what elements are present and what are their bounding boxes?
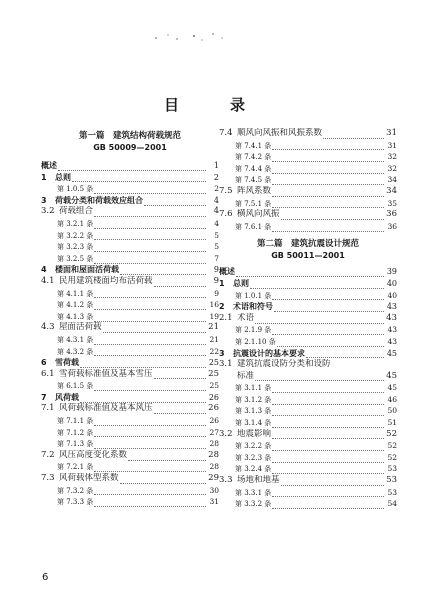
toc-entry-page: 5 — [214, 242, 219, 252]
toc-entry-page: 39 — [386, 267, 397, 277]
toc-column-right — [219, 128, 397, 510]
toc-entry-title: 屋面活荷载 — [59, 322, 102, 333]
toc-entry-page: 9 — [213, 265, 219, 275]
toc-entry — [41, 334, 219, 346]
toc-entry-page: 5 — [214, 230, 219, 240]
toc-entry — [41, 230, 219, 242]
dot-leader — [94, 244, 206, 252]
toc-entry-page: 32 — [387, 163, 397, 173]
toc-entry-title: 总则 — [233, 278, 249, 288]
toc-entry-title: 顺风向风振和风振系数 — [237, 128, 323, 138]
toc-entry — [41, 288, 219, 300]
dot-leader — [306, 350, 384, 358]
dot-leader — [80, 360, 206, 368]
toc-entry-title: 第 4.1.2 条 — [57, 301, 94, 310]
toc-entry-title: 第 7.3.3 条 — [57, 498, 94, 507]
dot-leader — [94, 464, 206, 472]
dot-leader — [94, 209, 206, 217]
dot-leader — [154, 406, 206, 414]
dot-leader — [94, 337, 206, 345]
toc-entry-number: 2.1 — [219, 312, 233, 323]
dot-leader — [94, 383, 206, 391]
toc-entry — [41, 195, 219, 207]
part-code: GB 50009—2001 — [93, 143, 167, 152]
dot-leader — [272, 466, 384, 474]
toc-entry-title: 第 7.4.1 条 — [235, 141, 272, 150]
toc-entry — [41, 380, 219, 392]
dot-leader — [94, 441, 206, 449]
toc-entry-page: 50 — [387, 406, 397, 416]
toc-entry-page: 45 — [386, 348, 397, 358]
toc-entry — [219, 371, 397, 383]
dot-leader — [120, 476, 206, 484]
toc-entry — [41, 427, 219, 439]
toc-entry — [219, 463, 397, 475]
dot-leader — [154, 279, 206, 287]
toc-entry-title: 场地和地基 — [237, 475, 280, 486]
toc-entry-title: 第 7.6.1 条 — [235, 222, 272, 231]
dot-leader — [236, 269, 384, 277]
toc-entry — [41, 496, 219, 508]
toc-entry-title: 第 3.2.4 条 — [235, 465, 272, 474]
toc-entry-page: 30 — [209, 485, 219, 495]
dot-leader — [277, 339, 384, 347]
toc-entry — [219, 313, 397, 325]
toc-entry-title: 第 3.3.2 条 — [235, 500, 272, 509]
toc-entry — [41, 438, 219, 450]
toc-entry-title: 第 3.2.5 条 — [57, 254, 94, 263]
toc-entry — [41, 276, 219, 288]
dot-leader — [94, 499, 206, 507]
toc-entry-title: 民用建筑楼面均布活荷载 — [59, 275, 153, 286]
toc-entry-title: 楼面和屋面活荷载 — [55, 265, 119, 275]
toc-entry — [41, 346, 219, 358]
toc-entry — [41, 311, 219, 323]
toc-entry-page: 40 — [386, 278, 397, 288]
toc-entry-title: 第 3.1.1 条 — [235, 384, 272, 393]
toc-entry — [41, 172, 219, 184]
toc-entry-title: 第 7.1.3 条 — [57, 440, 94, 449]
dot-leader — [94, 290, 206, 298]
dot-leader — [94, 186, 206, 194]
toc-entry — [41, 461, 219, 473]
toc-entry — [41, 357, 219, 369]
toc-entry-page: 21 — [208, 322, 219, 333]
dot-leader — [250, 281, 384, 289]
toc-entry-title: 第 1.0.1 条 — [235, 291, 272, 300]
toc-entry — [219, 198, 397, 210]
toc-entry-page: 32 — [387, 152, 397, 162]
toc-entry-page: 27 — [209, 427, 219, 437]
toc-entry-title: 雪荷载标准值及基本雪压 — [59, 368, 153, 379]
toc-entry — [219, 405, 397, 417]
toc-entry — [41, 485, 219, 497]
toc-entry — [219, 128, 397, 140]
toc-entry — [219, 336, 397, 348]
toc-entry-number: 4.1 — [41, 275, 55, 286]
toc-entry — [219, 382, 397, 394]
dot-leader — [255, 316, 384, 324]
toc-entry-title: 抗震设计的基本要求 — [233, 348, 305, 358]
dot-leader — [255, 373, 384, 381]
toc-entry-title: 术语 — [237, 312, 255, 323]
toc-entry-number: 4 — [41, 265, 47, 275]
toc-entry-page: 35 — [387, 198, 397, 208]
toc-entry-page: 43 — [386, 312, 397, 323]
dot-leader — [103, 325, 206, 333]
toc-entry-number: 2 — [219, 302, 225, 312]
toc-entry-page: 28 — [208, 449, 219, 460]
dot-leader — [272, 292, 384, 300]
dot-leader — [94, 302, 206, 310]
toc-entry-title: 风荷载 — [55, 392, 79, 402]
toc-entry-page: 52 — [387, 452, 397, 462]
toc-entry-page: 46 — [387, 394, 397, 404]
toc-entry-title: 荷载分类和荷载效应组合 — [55, 195, 143, 205]
toc-entry — [41, 253, 219, 265]
dot-leader — [94, 418, 206, 426]
toc-entry — [41, 299, 219, 311]
toc-entry — [41, 241, 219, 253]
toc-entry-title: 第 3.2.1 条 — [57, 219, 94, 228]
dot-leader — [94, 487, 206, 495]
toc-column-left — [41, 130, 219, 508]
toc-entry-title: 第 3.2.2 条 — [235, 442, 272, 451]
toc-entry — [219, 209, 397, 221]
toc-entries — [41, 160, 219, 508]
toc-entry — [41, 415, 219, 427]
toc-entry-title: 第 2.1.10 条 — [235, 337, 276, 346]
toc-entry-number: 3.2 — [41, 206, 55, 217]
dot-leader — [144, 198, 206, 206]
toc-entry-title: 第 7.1.2 条 — [57, 428, 94, 437]
dot-leader — [272, 397, 384, 405]
toc-entry-number: 7.1 — [41, 403, 55, 414]
toc-entry-page: 7 — [214, 253, 219, 263]
toc-entry-title: 第 4.1.3 条 — [57, 312, 94, 321]
toc-entry-page: 9 — [214, 288, 219, 298]
toc-entries — [219, 266, 397, 509]
toc-entry — [219, 394, 397, 406]
toc-entry-title: 荷载组合 — [59, 206, 94, 217]
toc-entry-page: 54 — [387, 499, 397, 509]
toc-entry-title: 雪荷载 — [55, 358, 79, 368]
toc-entry — [219, 359, 397, 371]
dot-leader — [272, 501, 384, 509]
toc-entry-title: 风荷载标准值及基本风压 — [59, 403, 153, 414]
toc-entry-page: 21 — [209, 334, 219, 344]
toc-entry — [219, 186, 397, 198]
toc-entry — [219, 498, 397, 510]
toc-entry-page: 53 — [387, 464, 397, 474]
toc-entry-title: 第 3.3.1 条 — [235, 488, 272, 497]
toc-entry-page: 2 — [213, 172, 219, 182]
toc-entry-page: 16 — [209, 300, 219, 310]
toc-entry — [41, 183, 219, 195]
dot-leader — [272, 385, 384, 393]
toc-entry-page: 52 — [387, 441, 397, 451]
toc-entry-page: 31 — [387, 140, 397, 150]
toc-entry — [41, 369, 219, 381]
dot-leader — [272, 431, 384, 439]
toc-entry-title: 风压高度变化系数 — [59, 449, 128, 460]
toc-entry-title: 第 7.4.2 条 — [235, 153, 272, 162]
toc-entry — [219, 475, 397, 487]
dot-leader — [272, 200, 384, 208]
toc-entry — [41, 206, 219, 218]
toc-entry-page: 26 — [208, 392, 219, 402]
toc-entry-title: 风荷载体型系数 — [59, 473, 119, 484]
toc-entry-number: 3.3 — [219, 475, 233, 486]
dot-leader — [323, 131, 384, 139]
scan-specks — [150, 30, 230, 44]
toc-entry-page: 36 — [387, 221, 397, 231]
toc-entry-page: 29 — [208, 473, 219, 484]
dot-leader — [94, 256, 206, 264]
toc-entry-title: 第 3.1.3 条 — [235, 407, 272, 416]
dot-leader — [272, 154, 384, 162]
toc-entry-number: 1 — [41, 172, 47, 182]
toc-entry — [41, 322, 219, 334]
toc-entry-number: 7.6 — [219, 209, 233, 220]
toc-entry-page: 25 — [208, 358, 219, 368]
toc-entry-number: 7.3 — [41, 473, 55, 484]
toc-entry-page: 22 — [209, 346, 219, 356]
toc-entry-page: 34 — [387, 175, 397, 185]
toc-entry-title: 第 3.2.3 条 — [235, 453, 272, 462]
part-code: GB 50011—2001 — [271, 251, 345, 261]
dot-leader — [94, 314, 206, 322]
toc-entry-page: 40 — [387, 290, 397, 300]
toc-entry-number: 4.3 — [41, 322, 55, 333]
toc-entry-page: 53 — [386, 475, 397, 486]
toc-entry-title: 第 7.4.5 条 — [235, 176, 272, 185]
toc-entry-title: 第 7.4.4 条 — [235, 164, 272, 173]
toc-entry — [219, 266, 397, 278]
toc-entry-page: 26 — [209, 416, 219, 426]
toc-entry-number: 6 — [41, 358, 47, 368]
part-title: 第二篇 建筑抗震设计规范 — [256, 239, 359, 250]
dot-leader — [94, 429, 206, 437]
dot-leader — [272, 420, 384, 428]
toc-entry-page: 25 — [209, 381, 219, 391]
dot-leader — [154, 371, 206, 379]
dot-leader — [272, 166, 384, 174]
dot-leader — [272, 177, 384, 185]
toc-entry — [41, 160, 219, 172]
toc-entry — [41, 473, 219, 485]
toc-entry-title: 第 4.1.1 条 — [57, 289, 94, 298]
part-title: 第一篇 建筑结构荷载规范 — [78, 131, 181, 141]
dot-leader — [272, 443, 384, 451]
toc-entry-title: 第 7.2.1 条 — [57, 463, 94, 472]
page-number: 6 — [42, 572, 49, 583]
toc-entry-number: 3 — [41, 195, 47, 205]
dot-leader — [281, 478, 384, 486]
dot-leader — [94, 348, 206, 356]
toc-entry — [219, 221, 397, 233]
dot-leader — [272, 455, 384, 463]
toc-entry-title: 建筑抗震设防分类和设防 — [237, 359, 331, 370]
toc-entry-page: 4 — [213, 195, 219, 205]
toc-entry-page: 25 — [208, 368, 219, 379]
dot-leader — [128, 453, 206, 461]
toc-entry — [41, 264, 219, 276]
toc-entry-number: 3.2 — [219, 428, 233, 439]
toc-entry-page: 28 — [209, 439, 219, 449]
toc-entry-page: 51 — [387, 418, 397, 428]
toc-entry-number: 3.1 — [219, 359, 233, 370]
toc-entry-page: 34 — [386, 185, 397, 196]
toc-entry-title: 横风向风振 — [237, 209, 280, 220]
toc-entry-page: 45 — [387, 383, 397, 393]
dot-leader — [272, 489, 384, 497]
toc-entry — [41, 403, 219, 415]
toc-entry-page: 4 — [213, 206, 219, 217]
toc-entry — [219, 324, 397, 336]
dot-leader — [272, 408, 384, 416]
dot-leader — [272, 189, 384, 197]
toc-entry-title: 第 3.2.2 条 — [57, 231, 94, 240]
toc-entry-title: 总则 — [55, 172, 71, 182]
dot-leader — [94, 221, 206, 229]
toc-entry-title: 概述 — [219, 267, 235, 277]
toc-entry — [219, 140, 397, 152]
toc-entry-page: 2 — [214, 184, 219, 194]
toc-entry-title: 地震影响 — [237, 428, 272, 439]
toc-entry-title: 第 2.1.9 条 — [235, 326, 272, 335]
toc-entry-title: 第 1.0.5 条 — [57, 185, 94, 194]
toc-entry-page: 28 — [209, 462, 219, 472]
dot-leader — [274, 304, 384, 312]
dot-leader — [272, 224, 384, 232]
dot-leader — [58, 163, 206, 171]
toc-entry-page: 26 — [208, 403, 219, 414]
toc-entry-page: 19 — [209, 311, 219, 321]
toc-entry — [41, 392, 219, 404]
toc-entry — [41, 218, 219, 230]
dot-leader — [94, 232, 206, 240]
toc-entry-number: 7 — [41, 392, 47, 402]
toc-entry-number: 3 — [219, 348, 225, 358]
dot-leader — [272, 142, 384, 150]
toc-entry-page: 45 — [386, 370, 397, 381]
toc-entry-page: 31 — [209, 497, 219, 507]
dot-leader — [272, 327, 384, 335]
toc-entry — [219, 163, 397, 175]
toc-entry — [219, 278, 397, 290]
page-title: 目 录 — [163, 96, 263, 114]
toc-entry-title: 第 4.3.2 条 — [57, 347, 94, 356]
toc-entry-title: 第 4.3.1 条 — [57, 335, 94, 344]
toc-entry — [219, 290, 397, 302]
toc-entry-page: 4 — [214, 218, 219, 228]
toc-entry-page: 9 — [213, 275, 219, 286]
toc-entry-title: 阵风系数 — [237, 185, 272, 196]
toc-entry-number: 7.5 — [219, 185, 233, 196]
toc-entry-page: 52 — [386, 428, 397, 439]
dot-leader — [120, 267, 206, 275]
dot-leader — [281, 212, 384, 220]
toc-entry-title: 第 3.2.3 条 — [57, 243, 94, 252]
toc-entry-title: 概述 — [41, 161, 57, 170]
toc-entry — [219, 151, 397, 163]
toc-entry — [219, 301, 397, 313]
toc-entry — [219, 452, 397, 464]
toc-entry-page: 31 — [386, 128, 397, 138]
toc-entry-title: 第 7.5.1 条 — [235, 199, 272, 208]
toc-entry-page: 43 — [387, 336, 397, 346]
toc-entry-number: 6.1 — [41, 368, 55, 379]
toc-entry — [219, 487, 397, 499]
dot-leader — [80, 395, 206, 403]
toc-entry — [219, 429, 397, 441]
toc-entry — [219, 417, 397, 429]
toc-entry-page: 53 — [387, 487, 397, 497]
toc-entry-title: 第 3.1.4 条 — [235, 419, 272, 428]
toc-entry-title: 术语和符号 — [233, 302, 273, 312]
toc-entry-title: 第 7.1.1 条 — [57, 417, 94, 426]
toc-entry-title: 标准 — [237, 370, 255, 381]
toc-entry — [219, 348, 397, 360]
toc-entry-page: 43 — [387, 325, 397, 335]
toc-entry — [41, 450, 219, 462]
toc-entry-number: 1 — [219, 278, 225, 288]
toc-entry-number: 7.4 — [219, 128, 233, 138]
toc-entry-page: 43 — [386, 302, 397, 312]
toc-entry-title: 第 7.3.2 条 — [57, 486, 94, 495]
toc-entry — [219, 174, 397, 186]
toc-entry-page: 1 — [213, 161, 219, 170]
toc-entry-title: 第 6.1.5 条 — [57, 382, 94, 391]
toc-entries — [219, 128, 397, 232]
toc-entry-title: 第 3.1.2 条 — [235, 395, 272, 404]
toc-entry-number: 7.2 — [41, 449, 55, 460]
dot-leader — [72, 174, 206, 182]
toc-entry-page: 36 — [386, 209, 397, 220]
toc-entry — [219, 440, 397, 452]
